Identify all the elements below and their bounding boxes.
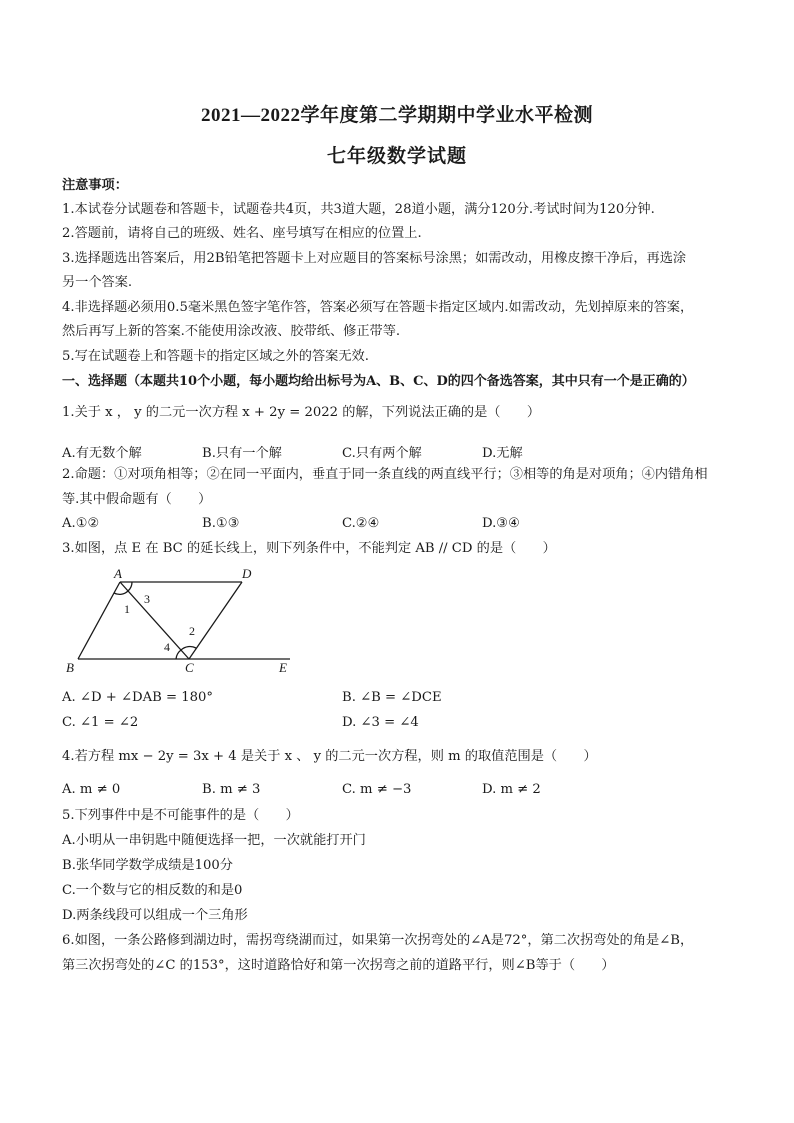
segment-ac	[120, 582, 189, 659]
notice-heading: 注意事项：	[62, 178, 128, 193]
q5-option-a[interactable]: A.小明从一串钥匙中随便选择一把，一次就能打开门	[62, 833, 366, 848]
q3-option-a[interactable]: A. ∠D + ∠DAB = 180°	[62, 690, 213, 705]
q4-option-d[interactable]: D. m ≠ 2	[482, 782, 541, 797]
segment-ab	[78, 582, 120, 659]
q1-option-a[interactable]: A.有无数个解	[62, 446, 142, 461]
point-d-label: D	[242, 568, 252, 581]
exam-title: 2021—2022学年度第二学期期中学业水平检测	[200, 105, 593, 126]
q3-figure	[62, 568, 302, 678]
q5-stem: 5.下列事件中是不可能事件的是（ ）	[62, 808, 299, 823]
angle-4-label: 4	[164, 640, 170, 654]
q5-option-c[interactable]: C.一个数与它的相反数的和是0	[62, 883, 243, 898]
q4-option-b[interactable]: B. m ≠ 3	[202, 782, 261, 797]
q2-stem-cont: 等.其中假命题有（ ）	[62, 492, 212, 507]
q3-option-c[interactable]: C. ∠1 = ∠2	[62, 715, 139, 730]
segment-cd	[189, 582, 242, 659]
notice-item-5: 5.写在试题卷上和答题卡的指定区域之外的答案无效.	[62, 349, 369, 364]
point-b-label: B	[66, 660, 74, 675]
q6-stem-cont: 第三次拐弯处的∠C 的153°，这时道路恰好和第一次拐弯之前的道路平行，则∠B等于（ ）	[62, 958, 615, 973]
q2-option-b[interactable]: B.①③	[202, 516, 240, 531]
q2-option-d[interactable]: D.③④	[482, 516, 520, 531]
angle-3-label: 3	[144, 592, 150, 606]
q3-stem: 3.如图，点 E 在 BC 的延长线上，则下列条件中，不能判定 AB // CD 的是（ ）	[62, 541, 556, 556]
arc-angle-4	[176, 650, 181, 659]
q2-option-c[interactable]: C.②④	[342, 516, 380, 531]
q4-option-a[interactable]: A. m ≠ 0	[62, 782, 121, 797]
notice-item-1: 1.本试卷分试题卷和答题卡，试题卷共4页，共3道大题，28道小题，满分120分.考试时间为120分钟.	[62, 202, 655, 217]
arc-angle-1	[114, 591, 128, 594]
section-heading: 一、选择题（本题共10个小题，每小题均给出标号为A、B、C、D的四个备选答案，其中只有一个是正确的）	[62, 374, 695, 389]
notice-item-3-cont: 另一个答案.	[62, 275, 133, 290]
point-a-label: A	[114, 568, 122, 581]
q3-option-b[interactable]: B. ∠B = ∠DCE	[342, 690, 442, 705]
q1-stem: 1.关于 x ， y 的二元一次方程 x + 2y = 2022 的解，下列说法正确的是（ ）	[62, 405, 541, 420]
q1-option-b[interactable]: B.只有一个解	[202, 446, 282, 461]
q5-option-d[interactable]: D.两条线段可以组成一个三角形	[62, 908, 248, 923]
notice-item-2: 2.答题前，请将自己的班级、姓名、座号填写在相应的位置上.	[62, 226, 422, 241]
arc-angle-2	[181, 646, 196, 650]
notice-item-3: 3.选择题选出答案后，用2B铅笔把答题卡上对应题目的答案标号涂黑；如需改动，用橡皮擦干净后，再选涂	[62, 251, 687, 266]
q5-option-b[interactable]: B.张华同学数学成绩是100分	[62, 858, 233, 873]
point-c-label: C	[185, 660, 194, 675]
q1-option-d[interactable]: D.无解	[482, 446, 523, 461]
q2-option-a[interactable]: A.①②	[62, 516, 100, 531]
angle-1-label: 1	[124, 602, 130, 616]
exam-subtitle: 七年级数学试题	[326, 146, 467, 167]
arc-angle-3	[128, 582, 132, 591]
notice-item-4: 4.非选择题必须用0.5毫米黑色签字笔作答，答案必须写在答题卡指定区域内.如需改动，先划掉原来的答案，	[62, 300, 694, 315]
q4-option-c[interactable]: C. m ≠ −3	[342, 782, 412, 797]
q1-option-c[interactable]: C.只有两个解	[342, 446, 422, 461]
angle-2-label: 2	[189, 624, 195, 638]
q4-stem: 4.若方程 mx − 2y = 3x + 4 是关于 x 、 y 的二元一次方程，则 m 的取值范围是（ ）	[62, 749, 597, 764]
q6-stem: 6.如图，一条公路修到湖边时，需拐弯绕湖而过，如果第一次拐弯处的∠A是72°，第二次拐弯处的角是∠B，	[62, 933, 694, 948]
q2-stem: 2.命题：①对项角相等；②在同一平面内，垂直于同一条直线的两直线平行；③相等的角是对项角；④内错角相	[62, 467, 708, 482]
q3-option-d[interactable]: D. ∠3 = ∠4	[342, 715, 419, 730]
notice-item-4-cont: 然后再写上新的答案.不能使用涂改液、胶带纸、修正带等.	[62, 324, 401, 339]
point-e-label: E	[279, 660, 287, 675]
